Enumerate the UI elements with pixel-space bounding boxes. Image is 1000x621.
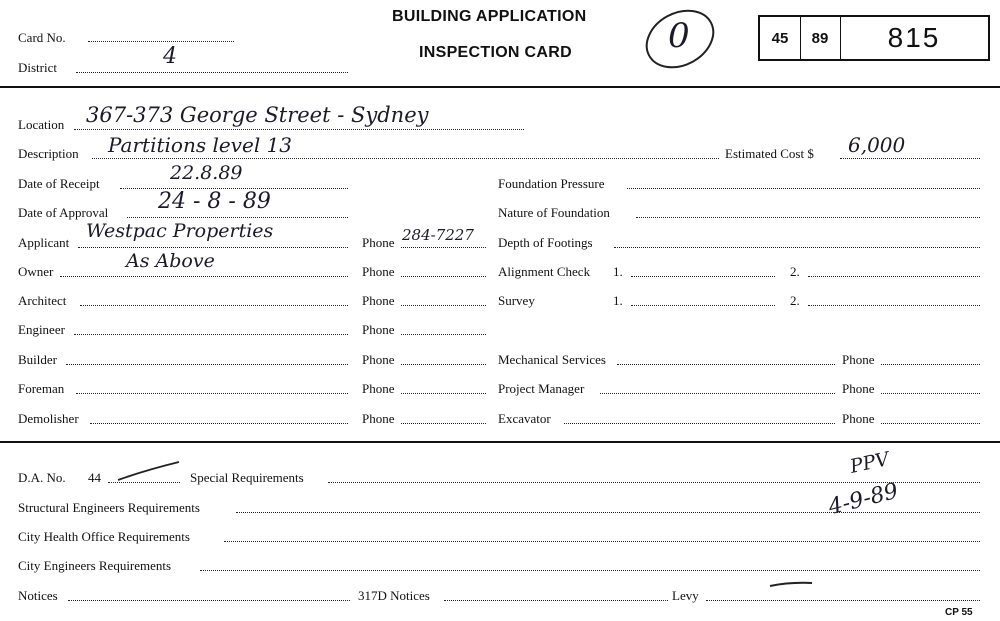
levy-field[interactable] [706, 600, 980, 601]
foundation-pressure-field[interactable] [627, 188, 980, 189]
project-manager-phone-field[interactable] [881, 393, 980, 394]
notices-label: Notices [18, 588, 58, 603]
survey-field-2[interactable] [808, 305, 980, 306]
architect-phone-field[interactable] [401, 305, 486, 306]
excavator-phone-label: Phone [842, 411, 875, 426]
city-engineers-label: City Engineers Requirements [18, 558, 172, 573]
estimated-cost-label: Estimated Cost $ [725, 146, 814, 161]
builder-field[interactable] [66, 364, 348, 365]
date-receipt-value: 22.8.89 [170, 162, 243, 184]
engineer-phone-field[interactable] [401, 334, 486, 335]
special-requirements-label: Special Requirements [190, 470, 304, 485]
owner-phone-label: Phone [362, 264, 395, 279]
city-engineers-field[interactable] [200, 570, 980, 571]
owner-field[interactable] [60, 276, 348, 277]
applicant-phone-value: 284-7227 [402, 226, 474, 244]
da-no-value: 44 [88, 470, 101, 485]
da-no-label: D.A. No. [18, 470, 66, 485]
project-manager-field[interactable] [600, 393, 835, 394]
alignment-check-field-2[interactable] [808, 276, 980, 277]
description-label: Description [18, 146, 79, 161]
owner-phone-field[interactable] [401, 276, 486, 277]
owner-value: As Above [126, 250, 215, 272]
district-field[interactable] [76, 72, 348, 73]
engineer-label: Engineer [18, 322, 65, 337]
architect-phone-label: Phone [362, 293, 395, 308]
levy-label: Levy [672, 588, 699, 603]
foreman-label: Foreman [18, 381, 65, 396]
excavator-field[interactable] [564, 423, 835, 424]
structural-requirements-field[interactable] [236, 512, 980, 513]
estimated-cost-value: 6,000 [848, 133, 906, 157]
builder-phone-field[interactable] [401, 364, 486, 365]
mechanical-phone-field[interactable] [881, 364, 980, 365]
date-approval-value: 24 - 8 - 89 [158, 189, 271, 214]
initials-value: PPV [848, 448, 892, 478]
applicant-label: Applicant [18, 235, 70, 250]
notices-317d-field[interactable] [444, 600, 668, 601]
circled-mark-value: 0 [668, 16, 690, 56]
demolisher-phone-field[interactable] [401, 423, 486, 424]
initials-date-value: 4-9-89 [826, 478, 901, 521]
survey-field-1[interactable] [631, 305, 775, 306]
description-field[interactable] [92, 158, 719, 159]
date-approval-label: Date of Approval [18, 205, 109, 220]
demolisher-field[interactable] [90, 423, 348, 424]
alignment-check-num2: 2. [790, 264, 800, 279]
architect-label: Architect [18, 293, 67, 308]
project-manager-label: Project Manager [498, 381, 585, 396]
owner-label: Owner [18, 264, 54, 279]
reference-number-box [758, 15, 990, 61]
architect-field[interactable] [80, 305, 348, 306]
depth-footings-label: Depth of Footings [498, 235, 593, 250]
pen-stroke-icon [116, 460, 182, 484]
divider-top [0, 86, 1000, 88]
structural-requirements-label: Structural Engineers Requirements [18, 500, 200, 515]
alignment-check-label: Alignment Check [498, 264, 591, 279]
foreman-phone-field[interactable] [401, 393, 486, 394]
engineer-field[interactable] [74, 334, 348, 335]
ref-cell-2: 89 [800, 17, 841, 59]
form-code: CP 55 [945, 607, 973, 618]
survey-num2: 2. [790, 293, 800, 308]
applicant-value: Westpac Properties [86, 220, 274, 242]
builder-phone-label: Phone [362, 352, 395, 367]
foundation-pressure-label: Foundation Pressure [498, 176, 605, 191]
form-title-line2: INSPECTION CARD [419, 44, 572, 61]
card-no-label: Card No. [18, 30, 66, 45]
ref-cell-3: 815 [887, 22, 941, 53]
nature-foundation-field[interactable] [636, 217, 980, 218]
applicant-field[interactable] [78, 247, 348, 248]
demolisher-label: Demolisher [18, 411, 79, 426]
mechanical-services-label: Mechanical Services [498, 352, 606, 367]
mechanical-phone-label: Phone [842, 352, 875, 367]
depth-footings-field[interactable] [614, 247, 980, 248]
alignment-check-field-1[interactable] [631, 276, 775, 277]
location-value: 367-373 George Street - Sydney [86, 103, 429, 127]
applicant-phone-label: Phone [362, 235, 395, 250]
applicant-phone-field[interactable] [401, 247, 486, 248]
builder-label: Builder [18, 352, 57, 367]
notices-field[interactable] [68, 600, 350, 601]
date-receipt-label: Date of Receipt [18, 176, 100, 191]
location-field[interactable] [74, 129, 524, 130]
form-title-line1: BUILDING APPLICATION [392, 8, 587, 25]
engineer-phone-label: Phone [362, 322, 395, 337]
date-approval-field[interactable] [127, 217, 348, 218]
foreman-field[interactable] [76, 393, 348, 394]
project-manager-phone-label: Phone [842, 381, 875, 396]
alignment-check-num1: 1. [613, 264, 623, 279]
survey-num1: 1. [613, 293, 623, 308]
levy-dash-icon [768, 580, 814, 590]
health-requirements-field[interactable] [224, 541, 980, 542]
foreman-phone-label: Phone [362, 381, 395, 396]
card-no-field[interactable] [88, 41, 234, 42]
excavator-phone-field[interactable] [881, 423, 980, 424]
notices-317d-label: 317D Notices [358, 588, 430, 603]
location-label: Location [18, 117, 65, 132]
description-value: Partitions level 13 [108, 133, 293, 157]
health-requirements-label: City Health Office Requirements [18, 529, 190, 544]
district-value: 4 [163, 44, 177, 69]
mechanical-services-field[interactable] [617, 364, 835, 365]
survey-label: Survey [498, 293, 535, 308]
nature-foundation-label: Nature of Foundation [498, 205, 610, 220]
demolisher-phone-label: Phone [362, 411, 395, 426]
ref-cell-1: 45 [760, 17, 801, 59]
excavator-label: Excavator [498, 411, 551, 426]
district-label: District [18, 60, 57, 75]
estimated-cost-field[interactable] [840, 158, 980, 159]
divider-middle [0, 441, 1000, 443]
